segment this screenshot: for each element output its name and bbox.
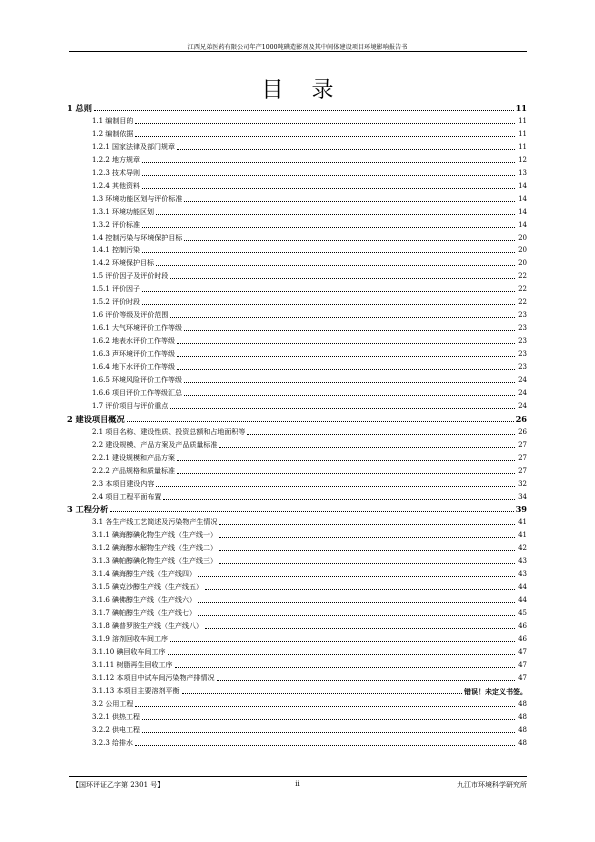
toc-entry-page: 43 <box>518 570 527 579</box>
toc-entry-label: 1.4.2 环境保护目标 <box>92 259 155 268</box>
toc-entry-label: 1.6.5 环境风险评价工作等级 <box>92 375 183 384</box>
toc-entry[interactable] <box>67 683 527 695</box>
toc-chapter-entry[interactable] <box>67 100 527 112</box>
toc-leader-dots <box>170 278 515 279</box>
toc-entry-label: 3.2.1 供热工程 <box>92 712 141 721</box>
toc-entry-label: 1.2.2 地方规章 <box>92 155 141 164</box>
toc-entry[interactable] <box>67 385 527 397</box>
toc-entry-page: 20 <box>518 233 527 242</box>
toc-entry-page: 22 <box>518 298 527 307</box>
toc-entry-page: 20 <box>518 259 527 268</box>
footer-certificate: 【国环评证乙字第 2301 号】 <box>72 781 165 789</box>
page-title: 目 录 <box>261 78 334 103</box>
toc-entry-label: 3 工程分析 <box>67 504 109 515</box>
toc-entry-page: 44 <box>518 583 527 592</box>
toc-leader-dots <box>156 265 515 266</box>
toc-entry-label: 3.1.12 本项目中试车间污染物产排情况 <box>92 673 215 682</box>
toc-leader-dots <box>142 175 515 176</box>
toc-entry-page: 44 <box>518 596 527 605</box>
toc-entry-label: 1.3 环境功能区划与评价标准 <box>92 194 183 203</box>
toc-leader-dots <box>184 382 515 383</box>
toc-entry-page: 20 <box>518 246 527 255</box>
toc-entry[interactable] <box>67 709 527 721</box>
toc-entry[interactable] <box>67 372 527 384</box>
toc-entry-page: 41 <box>518 531 527 540</box>
toc-entry[interactable] <box>67 281 527 293</box>
toc-entry-page: 26 <box>518 427 527 436</box>
toc-entry-label: 3.1.7 碘帕醇生产线（生产线七） <box>92 609 197 618</box>
toc-entry[interactable] <box>67 450 527 462</box>
toc-entry-page: 24 <box>518 388 527 397</box>
toc-entry[interactable] <box>67 579 527 591</box>
toc-leader-dots <box>142 732 515 733</box>
toc-leader-dots <box>142 304 515 305</box>
toc-entry-label: 1.6.6 项目评价工作等级汇总 <box>92 388 183 397</box>
toc-leader-dots <box>184 201 515 202</box>
footer-rule <box>69 776 527 777</box>
toc-entry-label: 3.1.5 碘克沙醇生产线（生产线五） <box>92 583 204 592</box>
toc-entry-page: 47 <box>518 647 527 656</box>
toc-leader-dots <box>205 628 515 629</box>
toc-entry-label: 3.2.3 给排水 <box>92 738 134 747</box>
footer-page-number: ii <box>295 780 300 788</box>
toc-leader-dots <box>219 447 515 448</box>
toc-leader-dots <box>219 524 515 525</box>
toc-entry[interactable] <box>67 514 527 526</box>
toc-leader-dots <box>110 511 513 512</box>
toc-leader-dots <box>184 395 515 396</box>
toc-entry-page: 27 <box>518 453 527 462</box>
toc-leader-dots <box>170 641 515 642</box>
toc-leader-dots <box>177 149 515 150</box>
toc-entry[interactable] <box>67 553 527 565</box>
toc-entry-label: 1.6 评价等级及评价范围 <box>92 311 169 320</box>
toc-leader-dots <box>184 240 515 241</box>
toc-leader-dots <box>142 252 515 253</box>
toc-entry-page: 24 <box>518 375 527 384</box>
toc-entry[interactable] <box>67 618 527 630</box>
toc-entry[interactable] <box>67 242 527 254</box>
toc-entry[interactable] <box>67 735 527 747</box>
toc-leader-dots <box>198 602 515 603</box>
toc-leader-dots <box>177 473 515 474</box>
toc-entry-page: 48 <box>518 738 527 747</box>
toc-leader-dots <box>127 421 514 422</box>
toc-entry-label: 1.3.1 环境功能区划 <box>92 207 155 216</box>
toc-entry-page: 23 <box>518 363 527 371</box>
toc-leader-dots <box>142 227 515 228</box>
toc-entry-page: 23 <box>518 311 527 320</box>
toc-leader-dots <box>219 563 515 564</box>
toc-entry-label: 1.6.1 大气环境评价工作等级 <box>92 324 183 333</box>
toc-leader-dots <box>142 719 515 720</box>
toc-entry[interactable] <box>67 566 527 578</box>
toc-entry[interactable] <box>67 178 527 190</box>
toc-entry-page: 14 <box>518 181 527 190</box>
toc-entry-page: 11 <box>518 116 527 125</box>
toc-entry-page: 47 <box>518 660 527 669</box>
toc-entry-page: 13 <box>518 168 527 177</box>
toc-entry-label: 1.1 编制目的 <box>92 116 134 125</box>
toc-leader-dots <box>135 136 515 137</box>
toc-leader-dots <box>177 460 515 461</box>
toc-leader-dots <box>184 330 515 331</box>
toc-entry-page: 23 <box>518 337 527 346</box>
toc-entry-label: 3.1.2 碘海醇水解物生产线（生产线二） <box>92 544 218 553</box>
toc-entry[interactable] <box>67 722 527 734</box>
toc-entry-label: 3.1.3 碘帕醇碘化物生产线（生产线三） <box>92 557 218 566</box>
toc-leader-dots <box>135 123 515 124</box>
toc-entry-page: 11 <box>518 129 527 138</box>
toc-entry-label: 1.5.2 评价时段 <box>92 298 141 307</box>
toc-entry-page: 14 <box>518 194 527 203</box>
toc-leader-dots <box>142 291 515 292</box>
toc-entry[interactable] <box>67 230 527 242</box>
toc-entry[interactable] <box>67 398 527 410</box>
toc-entry-label: 3.1.8 碘普罗胺生产线（生产线八） <box>92 622 204 630</box>
toc-entry-label: 2.2.1 建设规模和产品方案 <box>92 453 176 462</box>
toc-entry-label: 2 建设项目概况 <box>67 413 125 424</box>
toc-entry-label: 2.4 项目工程平面布置 <box>92 492 162 501</box>
toc-entry[interactable] <box>67 424 527 436</box>
running-header: 江西兄弟医药有限公司年产1000吨碘造影剂及其中间体建设项目环境影响报告书 <box>187 44 408 51</box>
toc-entry-label: 2.2.2 产品规格和质量标准 <box>92 466 176 475</box>
toc-chapter-entry[interactable] <box>67 501 527 513</box>
toc-entry-page: 46 <box>518 622 527 630</box>
toc-entry-label: 2.2 建设规模、产品方案及产品质量标准 <box>92 440 218 449</box>
toc-entry[interactable] <box>67 527 527 539</box>
toc-leader-dots <box>94 110 514 111</box>
toc-entry-label: 3.1.4 碘海醇生产线（生产线四） <box>92 570 197 579</box>
toc-entry-page: 24 <box>518 401 527 410</box>
toc-entry[interactable] <box>67 489 527 501</box>
toc-entry[interactable] <box>67 476 527 488</box>
toc-leader-dots <box>142 162 515 163</box>
toc-entry-page: 27 <box>518 440 527 449</box>
toc-leader-dots <box>170 317 515 318</box>
toc-leader-dots <box>247 434 515 435</box>
toc-entry[interactable] <box>67 463 527 475</box>
toc-entry[interactable] <box>67 670 527 682</box>
toc-entry-label: 1 总则 <box>67 102 92 113</box>
toc-leader-dots <box>168 654 516 655</box>
toc-entry-page: 22 <box>518 272 527 281</box>
toc-entry-label: 2.1 项目名称、建设性质、投资总额和占地面积等 <box>92 427 246 436</box>
toc-entry-label: 3.1.9 溶剂回收车间工序 <box>92 634 169 643</box>
toc-entry-label: 1.2.1 国家法律及部门规章 <box>92 142 176 151</box>
toc-entry-page: 39 <box>515 504 527 515</box>
toc-leader-dots <box>219 550 515 551</box>
toc-leader-dots <box>217 680 516 681</box>
toc-entry-label: 3.1.11 树脂再生回收工序 <box>92 660 173 669</box>
toc-entry-page: 11 <box>518 142 527 151</box>
toc-entry-page: 14 <box>518 207 527 216</box>
toc-entry[interactable] <box>67 644 527 656</box>
toc-leader-dots <box>135 706 515 707</box>
toc-entry-label: 1.6.4 地下水评价工作等级 <box>92 363 176 371</box>
toc-entry[interactable] <box>67 217 527 229</box>
toc-entry-label: 3.2 公用工程 <box>92 699 134 708</box>
toc-entry[interactable] <box>67 152 527 164</box>
toc-entry-label: 1.5 评价因子及评价时段 <box>92 272 169 281</box>
toc-entry[interactable] <box>67 631 527 643</box>
toc-entry[interactable] <box>67 696 527 708</box>
toc-entry-label: 3.1.6 碘佛醇生产线（生产线六） <box>92 596 197 605</box>
toc-entry-page: 26 <box>515 413 527 424</box>
toc-leader-dots <box>182 693 463 694</box>
toc-entry[interactable] <box>67 320 527 332</box>
toc-entry-page: 46 <box>518 634 527 643</box>
toc-entry-label: 2.3 本项目建设内容 <box>92 479 155 488</box>
toc-entry-label: 1.2.4 其他资料 <box>92 181 141 190</box>
toc-entry[interactable] <box>67 592 527 604</box>
toc-entry-label: 3.1.10 碘回收车间工序 <box>92 647 166 656</box>
toc-entry[interactable] <box>67 126 527 138</box>
toc-entry[interactable] <box>67 333 527 345</box>
toc-entry[interactable] <box>67 540 527 552</box>
toc-leader-dots <box>177 356 515 357</box>
toc-entry[interactable] <box>67 113 527 125</box>
toc-leader-dots <box>170 408 515 409</box>
toc-leader-dots <box>163 499 515 500</box>
toc-entry-page: 11 <box>515 102 527 113</box>
toc-entry-page: 48 <box>518 699 527 708</box>
toc-entry-label: 3.1 各生产线工艺简述及污染物产生情况 <box>92 518 218 527</box>
toc-entry[interactable] <box>67 657 527 669</box>
toc-leader-dots <box>175 667 516 668</box>
toc-entry-page: 23 <box>518 324 527 333</box>
toc-entry-label: 1.2.3 技术导则 <box>92 168 141 177</box>
toc-entry[interactable] <box>67 204 527 216</box>
toc-entry-label: 1.4.1 控制污染 <box>92 246 141 255</box>
toc-entry[interactable] <box>67 139 527 151</box>
toc-entry[interactable] <box>67 359 527 371</box>
toc-leader-dots <box>156 214 515 215</box>
toc-entry[interactable] <box>67 605 527 617</box>
toc-entry-page: 27 <box>518 466 527 475</box>
toc-entry-label: 1.5.1 评价因子 <box>92 285 141 294</box>
toc-leader-dots <box>198 615 515 616</box>
toc-entry-label: 3.1.13 本项目主要溶剂平衡 <box>92 686 180 695</box>
toc-entry[interactable] <box>67 437 527 449</box>
toc-entry[interactable] <box>67 294 527 306</box>
toc-entry-label: 1.4 控制污染与环境保护目标 <box>92 233 183 242</box>
toc-entry-label: 1.2 编制依据 <box>92 129 134 138</box>
toc-entry-page: 23 <box>518 350 527 359</box>
toc-entry-page: 41 <box>518 518 527 527</box>
toc-entry[interactable] <box>67 255 527 267</box>
toc-leader-dots <box>156 486 515 487</box>
toc-entry-page: 34 <box>518 492 527 501</box>
toc-entry-label: 1.3.2 评价标准 <box>92 220 141 229</box>
toc-leader-dots <box>177 369 515 370</box>
toc-leader-dots <box>219 537 515 538</box>
toc-entry-page: 32 <box>518 479 527 488</box>
toc-entry[interactable] <box>67 165 527 177</box>
toc-entry-label: 3.2.2 供电工程 <box>92 725 141 734</box>
toc-entry-label: 1.6.3 声环境评价工作等级 <box>92 350 176 359</box>
toc-entry-page: 42 <box>518 544 527 553</box>
toc-entry-label: 1.6.2 地表水评价工作等级 <box>92 337 176 346</box>
toc-entry-page: 错误！未定义书签。 <box>464 686 527 696</box>
toc-chapter-entry[interactable] <box>67 411 527 423</box>
footer-organization: 九江市环境科学研究所 <box>457 781 527 789</box>
toc-entry-page: 22 <box>518 285 527 294</box>
toc-entry-page: 14 <box>518 220 527 229</box>
toc-entry-page: 45 <box>518 609 527 618</box>
toc-leader-dots <box>177 343 515 344</box>
toc-entry[interactable] <box>67 191 527 203</box>
toc-entry-page: 43 <box>518 557 527 566</box>
toc-leader-dots <box>135 745 515 746</box>
toc-entry-label: 3.1.1 碘海醇碘化物生产线（生产线一） <box>92 531 218 540</box>
toc-leader-dots <box>198 576 515 577</box>
toc-entry[interactable] <box>67 268 527 280</box>
toc-leader-dots <box>142 188 515 189</box>
toc-entry-page: 48 <box>518 725 527 734</box>
toc-entry[interactable] <box>67 307 527 319</box>
toc-entry-page: 12 <box>518 155 527 164</box>
toc-entry-label: 1.7 评价项目与评价重点 <box>92 401 169 410</box>
toc-leader-dots <box>205 589 515 590</box>
toc-entry-page: 47 <box>518 673 527 682</box>
header-rule <box>69 51 527 52</box>
toc-entry-page: 48 <box>518 712 527 721</box>
toc-entry[interactable] <box>67 346 527 358</box>
